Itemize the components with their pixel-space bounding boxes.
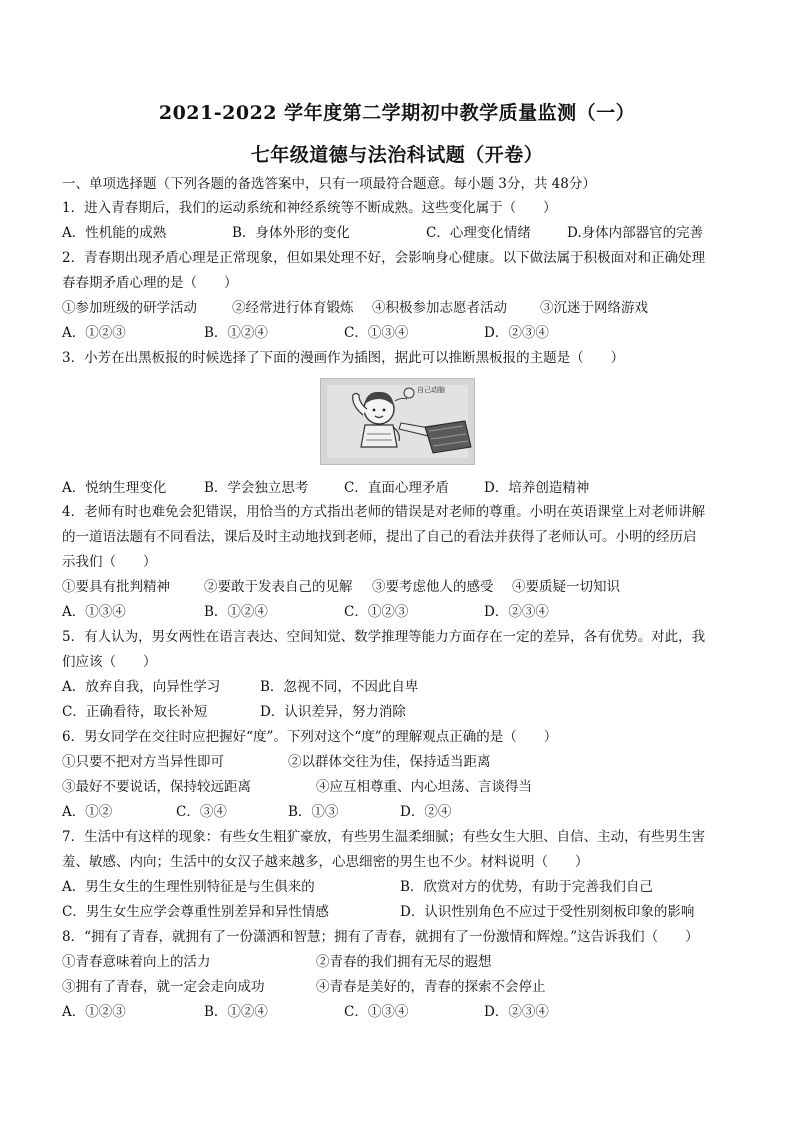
q5-option-c: C．正确看待，取长补短 [62, 704, 208, 720]
q7-option-a: A．男生女生的生理性别特征是与生俱来的 [62, 879, 315, 895]
q2-item-3: ③沉迷于网络游戏 [540, 300, 648, 316]
q1-option-c: C．心理变化情绪 [426, 225, 531, 241]
q6-item-1: ①只要不把对方当异性即可 [62, 754, 224, 770]
exam-title: 2021-2022 学年度第二学期初中教学质量监测（一） [158, 102, 636, 124]
question-5-stem-line1: 5．有人认为，男女两性在语言表达、空间知觉、数学推理等能力方面存在一定的差异，各有优势。对此，我 [62, 629, 706, 645]
q5-option-d: D．认识差异，努力消除 [260, 704, 406, 720]
thinking-child-illustration [321, 379, 474, 464]
q7-option-d: D．认识性别角色不应过于受性别刻板印象的影响 [400, 904, 695, 920]
q8-option-c: C．①③④ [344, 1004, 409, 1020]
question-2-stem-line1: 2．青春期出现矛盾心理是正常现象，但如果处理不好，会影响身心健康。以下做法属于积极面对和正确处理 [62, 250, 706, 266]
q3-option-a: A．悦纳生理变化 [62, 480, 167, 496]
q3-option-b: B．学会独立思考 [204, 480, 309, 496]
q1-option-d: D.身体内部器官的完善 [567, 225, 704, 241]
q8-item-2: ②青春的我们拥有无尽的遐想 [316, 954, 492, 970]
q2-option-a: A．①②③ [62, 325, 126, 341]
question-3-stem: 3．小芳在出黑板报的时候选择了下面的漫画作为插图，据此可以推断黑板报的主题是（ ） [62, 350, 625, 366]
question-1-stem: 1．进入青春期后，我们的运动系统和神经系统等不断成熟。这些变化属于（ ） [62, 200, 557, 216]
q2-option-d: D．②③④ [484, 325, 549, 341]
question-7-stem-line2: 羞、敏感、内向；生活中的女汉子越来越多，心思细密的男生也不少。材料说明（ ） [62, 854, 589, 870]
cartoon-caption: 自己动脑 [417, 386, 445, 394]
question-6-stem: 6．男女同学在交往时应把握好“度”。下列对这个“度”的理解观点正确的是（ ） [62, 729, 558, 745]
section-heading: 一、单项选择题（下列各题的备选答案中，只有一项最符合题意。每小题 3分，共 48分） [62, 176, 596, 192]
q4-option-d: D．②③④ [484, 604, 549, 620]
q7-option-b: B．欣赏对方的优势，有助于完善我们自己 [400, 879, 653, 895]
q2-item-4: ④积极参加志愿者活动 [372, 300, 507, 316]
q8-option-d: D．②③④ [484, 1004, 549, 1020]
q8-item-3: ③拥有了青春，就一定会走向成功 [62, 979, 265, 995]
q6-option-b: B．①③ [288, 804, 339, 820]
q5-option-a: A．放弃自我，向异性学习 [62, 679, 221, 695]
q6-item-4: ④应互相尊重、内心坦荡、言谈得当 [316, 779, 532, 795]
q3-option-d: D．培养创造精神 [484, 480, 590, 496]
q6-option-d: D．②④ [400, 804, 452, 820]
q8-option-b: B．①②④ [204, 1004, 268, 1020]
question-4-stem-line1: 4．老师有时也难免会犯错误，用恰当的方式指出老师的错误是对老师的尊重。小明在英语课堂上对老师讲解 [62, 504, 706, 520]
q6-option-a: A．①② [62, 804, 113, 820]
q4-item-3: ③要考虑他人的感受 [372, 579, 494, 595]
q4-option-b: B．①②④ [204, 604, 268, 620]
q5-option-b: B．忽视不同，不因此自卑 [260, 679, 419, 695]
question-4-stem-line2: 的一道语法题有不同看法，课后及时主动地找到老师，提出了自己的看法并获得了老师认可。小明的经历启 [62, 529, 697, 545]
question-4-stem-line3: 示我们（ ） [62, 554, 157, 570]
question-8-stem: 8．“拥有了青春，就拥有了一份潇洒和智慧；拥有了青春，就拥有了一份激情和辉煌。”这告诉我们（ ） [62, 929, 699, 945]
q4-option-a: A．①③④ [62, 604, 126, 620]
q2-item-2: ②经常进行体育锻炼 [232, 300, 354, 316]
q2-option-b: B．①②④ [204, 325, 268, 341]
q8-item-1: ①青春意味着向上的活力 [62, 954, 211, 970]
q8-option-a: A．①②③ [62, 1004, 126, 1020]
q4-item-2: ②要敢于发表自己的见解 [204, 579, 353, 595]
q1-option-b: B．身体外形的变化 [232, 225, 350, 241]
q2-item-1: ①参加班级的研学活动 [62, 300, 197, 316]
q6-option-c: C．③④ [176, 804, 227, 820]
q1-option-a: A．性机能的成熟 [62, 225, 167, 241]
cartoon-illustration [320, 378, 475, 465]
q4-item-4: ④要质疑一切知识 [512, 579, 620, 595]
q4-item-1: ①要具有批判精神 [62, 579, 170, 595]
question-2-stem-line2: 春春期矛盾心理的是（ ） [62, 275, 238, 291]
question-7-stem-line1: 7．生活中有这样的现象：有些女生粗犷豪放，有些男生温柔细腻；有些女生大胆、自信、主动，有些男生害 [62, 829, 706, 845]
q2-option-c: C．①③④ [344, 325, 409, 341]
q4-option-c: C．①②③ [344, 604, 409, 620]
q3-option-c: C．直面心理矛盾 [344, 480, 449, 496]
q8-item-4: ④青春是美好的，青春的探索不会停止 [316, 979, 546, 995]
question-5-stem-line2: 们应该（ ） [62, 654, 157, 670]
q7-option-c: C．男生女生应学会尊重性别差异和异性情感 [62, 904, 329, 920]
exam-subtitle: 七年级道德与法治科试题（开卷） [250, 144, 544, 166]
q6-item-2: ②以群体交往为佳，保持适当距离 [288, 754, 491, 770]
q6-item-3: ③最好不要说话，保持较远距离 [62, 779, 251, 795]
